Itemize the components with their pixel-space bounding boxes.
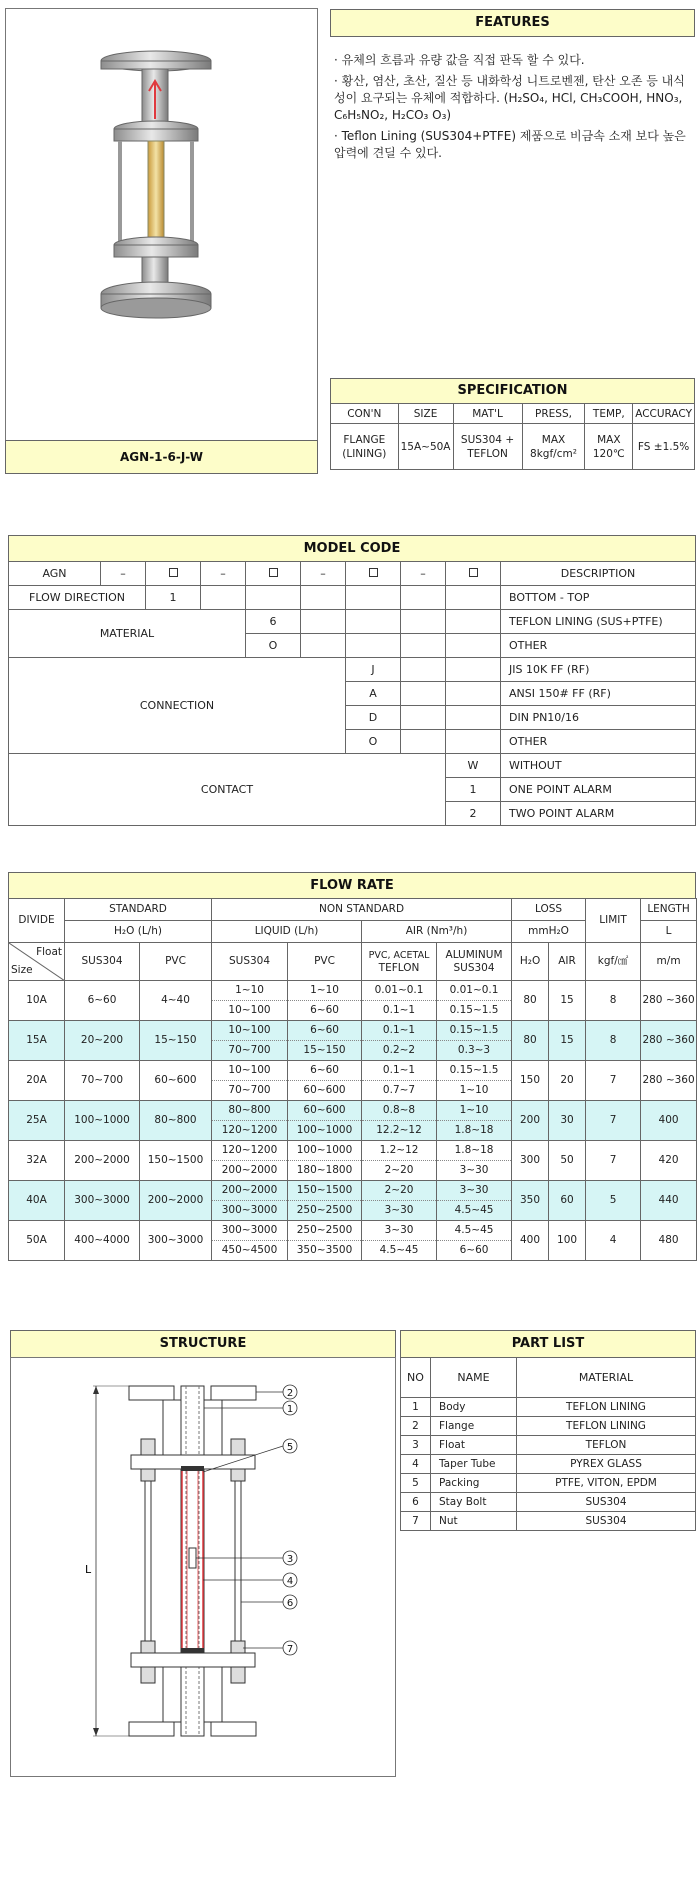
callout-5: 5 <box>286 1442 294 1453</box>
size-cell: 15A <box>9 1021 65 1061</box>
material-code: O <box>246 634 301 658</box>
size-cell: 50A <box>9 1221 65 1261</box>
std-sus-cell: 20~200 <box>65 1021 140 1061</box>
l-header: L <box>641 921 697 943</box>
part-row <box>401 1398 696 1417</box>
flow-direction-label: FLOW DIRECTION <box>9 586 146 610</box>
non-standard-cell: 0.15~1.5 <box>437 1061 512 1081</box>
non-standard-cell: 3~30 <box>437 1181 512 1201</box>
structure-title: STRUCTURE <box>10 1330 396 1358</box>
h2o-header: H₂O (L/h) <box>65 921 212 943</box>
loss-air-cell: 15 <box>549 1021 586 1061</box>
connection-desc: ANSI 150# FF (RF) <box>501 682 696 706</box>
feature-item: · 황산, 염산, 초산, 질산 등 내화학성 니트로벤젠, 탄산 오존 등 내식성이 요구되는 유체에 적합하다. (H₂SO₄, HCl, CH₃COOH, HNO₃, C₆H₅NO₂, H₂CO₃ O₃) <box>334 74 685 122</box>
dash: – <box>301 562 346 586</box>
model-prefix: AGN <box>9 562 101 586</box>
callout-7: 7 <box>286 1644 294 1655</box>
kgf-header: kgf/㎠ <box>586 943 641 981</box>
non-standard-cell: 1~10 <box>437 1081 512 1101</box>
non-standard-cell: 100~1000 <box>288 1141 362 1161</box>
std-sus-cell: 100~1000 <box>65 1101 140 1141</box>
float-size-header <box>9 943 65 981</box>
non-standard-cell: 12.2~12 <box>362 1121 437 1141</box>
non-standard-cell: 180~1800 <box>288 1161 362 1181</box>
spec-value: FLANGE (LINING) <box>331 424 399 470</box>
non-standard-cell: 200~2000 <box>212 1181 288 1201</box>
code-box <box>446 562 501 586</box>
std-pvc-cell: 60~600 <box>140 1061 212 1101</box>
non-standard-cell: 300~3000 <box>212 1221 288 1241</box>
loss-air-cell: 30 <box>549 1101 586 1141</box>
non-standard-cell: 0.1~1 <box>362 1061 437 1081</box>
flow-rate-row <box>9 981 697 1001</box>
part-name: Taper Tube <box>431 1455 517 1474</box>
non-standard-cell: 60~600 <box>288 1081 362 1101</box>
model-code-title: MODEL CODE <box>8 535 696 562</box>
loss-h2o-cell: 350 <box>512 1181 549 1221</box>
loss-air-header: AIR <box>549 943 586 981</box>
dimension-label: L <box>85 1563 92 1576</box>
part-header-no: NO <box>401 1358 431 1398</box>
standard-header: STANDARD <box>65 899 212 921</box>
limit-cell: 8 <box>586 981 641 1021</box>
size-cell: 40A <box>9 1181 65 1221</box>
non-standard-cell: 6~60 <box>288 1061 362 1081</box>
feature-item: · Teflon Lining (SUS304+PTFE) 제품으로 비금속 소재 보다 높은 압력에 견딜 수 있다. <box>334 129 686 160</box>
connection-code: J <box>346 658 401 682</box>
part-list-table <box>400 1357 696 1531</box>
non-standard-cell: 120~1200 <box>212 1141 288 1161</box>
non-standard-cell: 1.8~18 <box>437 1121 512 1141</box>
limit-cell: 7 <box>586 1061 641 1101</box>
flow-rate-row <box>9 1221 697 1241</box>
part-row <box>401 1417 696 1436</box>
limit-cell: 4 <box>586 1221 641 1261</box>
non-standard-cell: 250~2500 <box>288 1201 362 1221</box>
std-sus-header: SUS304 <box>65 943 140 981</box>
flowmeter-photo-illustration <box>6 9 317 439</box>
limit-cell: 5 <box>586 1181 641 1221</box>
flow-rate-row <box>9 1021 697 1041</box>
spec-value: FS ±1.5% <box>633 424 695 470</box>
structure-diagram <box>11 1358 395 1776</box>
non-standard-cell: 1~10 <box>288 981 362 1001</box>
length-header: LENGTH <box>641 899 697 921</box>
contact-desc: ONE POINT ALARM <box>501 778 696 802</box>
std-pvc-cell: 200~2000 <box>140 1181 212 1221</box>
aluminum-label: ALUMINUM <box>445 948 503 961</box>
non-standard-cell: 10~100 <box>212 1001 288 1021</box>
callout-2: 2 <box>286 1388 294 1399</box>
limit-header: LIMIT <box>586 899 641 943</box>
part-header-material: MATERIAL <box>517 1358 696 1398</box>
part-name: Packing <box>431 1474 517 1493</box>
divide-header: DIVIDE <box>9 899 65 943</box>
flow-rate-title: FLOW RATE <box>8 872 696 899</box>
part-name: Flange <box>431 1417 517 1436</box>
loss-h2o-cell: 400 <box>512 1221 549 1261</box>
std-sus-cell: 70~700 <box>65 1061 140 1101</box>
loss-h2o-cell: 200 <box>512 1101 549 1141</box>
callout-3: 3 <box>286 1554 294 1565</box>
connection-code: D <box>346 706 401 730</box>
size-label: Size <box>11 964 33 976</box>
contact-desc: WITHOUT <box>501 754 696 778</box>
connection-code: O <box>346 730 401 754</box>
part-name: Nut <box>431 1512 517 1531</box>
part-list-body <box>401 1398 696 1531</box>
spec-header: PRESS, <box>522 404 585 424</box>
liq-pvc-header: PVC <box>288 943 362 981</box>
length-cell: 440 <box>641 1181 697 1221</box>
non-standard-cell: 2~20 <box>362 1161 437 1181</box>
float-label: Float <box>36 946 62 958</box>
non-standard-cell: 80~800 <box>212 1101 288 1121</box>
part-no: 3 <box>401 1436 431 1455</box>
specification-title: SPECIFICATION <box>330 378 695 404</box>
part-material: TEFLON <box>517 1436 696 1455</box>
std-pvc-cell: 80~800 <box>140 1101 212 1141</box>
non-standard-cell: 6~60 <box>288 1021 362 1041</box>
length-cell: 400 <box>641 1101 697 1141</box>
specification-table <box>330 403 695 470</box>
std-pvc-cell: 4~40 <box>140 981 212 1021</box>
non-standard-cell: 3~30 <box>362 1201 437 1221</box>
non-standard-cell: 60~600 <box>288 1101 362 1121</box>
limit-cell: 7 <box>586 1141 641 1181</box>
connection-desc: OTHER <box>501 730 696 754</box>
contact-code: 2 <box>446 802 501 826</box>
dash: – <box>101 562 146 586</box>
loss-header: LOSS <box>512 899 586 921</box>
std-sus-cell: 300~3000 <box>65 1181 140 1221</box>
part-name: Float <box>431 1436 517 1455</box>
air-alu-header <box>437 943 512 981</box>
air-pvc-header <box>362 943 437 981</box>
loss-air-cell: 60 <box>549 1181 586 1221</box>
code-box <box>246 562 301 586</box>
contact-code: W <box>446 754 501 778</box>
part-row <box>401 1474 696 1493</box>
loss-h2o-cell: 80 <box>512 981 549 1021</box>
non-standard-cell: 4.5~45 <box>362 1241 437 1261</box>
length-cell: 280 ~360 <box>641 1061 697 1101</box>
spec-header: ACCURACY <box>633 404 695 424</box>
limit-cell: 8 <box>586 1021 641 1061</box>
teflon-label: TEFLON <box>378 961 420 974</box>
liq-sus-header: SUS304 <box>212 943 288 981</box>
non-standard-cell: 2~20 <box>362 1181 437 1201</box>
loss-h2o-header: H₂O <box>512 943 549 981</box>
pvc-acetal-label: PVC, ACETAL <box>368 949 430 961</box>
spec-header: CON'N <box>331 404 399 424</box>
std-sus-cell: 400~4000 <box>65 1221 140 1261</box>
contact-label: CONTACT <box>9 754 446 826</box>
length-cell: 280 ~360 <box>641 981 697 1021</box>
description-header: DESCRIPTION <box>501 562 696 586</box>
size-cell: 10A <box>9 981 65 1021</box>
length-cell: 280 ~360 <box>641 1021 697 1061</box>
non-standard-cell: 0.1~1 <box>362 1021 437 1041</box>
material-desc: OTHER <box>501 634 696 658</box>
part-material: TEFLON LINING <box>517 1417 696 1436</box>
non-standard-cell: 10~100 <box>212 1061 288 1081</box>
non-standard-cell: 0.15~1.5 <box>437 1021 512 1041</box>
part-row <box>401 1455 696 1474</box>
non-standard-cell: 0.3~3 <box>437 1041 512 1061</box>
structure-drawing <box>10 1357 396 1777</box>
liquid-header: LIQUID (L/h) <box>212 921 362 943</box>
part-no: 1 <box>401 1398 431 1417</box>
connection-desc: DIN PN10/16 <box>501 706 696 730</box>
size-cell: 32A <box>9 1141 65 1181</box>
std-pvc-cell: 15~150 <box>140 1021 212 1061</box>
part-material: PYREX GLASS <box>517 1455 696 1474</box>
part-material: SUS304 <box>517 1493 696 1512</box>
material-code: 6 <box>246 610 301 634</box>
non-standard-cell: 6~60 <box>437 1241 512 1261</box>
flow-rate-row <box>9 1141 697 1161</box>
air-header: AIR (Nm³/h) <box>362 921 512 943</box>
loss-air-cell: 15 <box>549 981 586 1021</box>
part-material: PTFE, VITON, EPDM <box>517 1474 696 1493</box>
callout-4: 4 <box>286 1576 294 1587</box>
mm-header: m/m <box>641 943 697 981</box>
non-standard-cell: 300~3000 <box>212 1201 288 1221</box>
non-standard-cell: 10~100 <box>212 1021 288 1041</box>
non-standard-cell: 1~10 <box>212 981 288 1001</box>
loss-h2o-cell: 300 <box>512 1141 549 1181</box>
non-standard-cell: 3~30 <box>362 1221 437 1241</box>
spec-header: MAT'L <box>453 404 522 424</box>
part-material: SUS304 <box>517 1512 696 1531</box>
non-standard-cell: 450~4500 <box>212 1241 288 1261</box>
features-list <box>334 52 694 166</box>
non-standard-cell: 0.8~8 <box>362 1101 437 1121</box>
std-pvc-cell: 150~1500 <box>140 1141 212 1181</box>
part-name: Body <box>431 1398 517 1417</box>
length-cell: 420 <box>641 1141 697 1181</box>
size-cell: 20A <box>9 1061 65 1101</box>
loss-air-cell: 50 <box>549 1141 586 1181</box>
loss-h2o-cell: 150 <box>512 1061 549 1101</box>
mmh2o-header: mmH₂O <box>512 921 586 943</box>
length-cell: 480 <box>641 1221 697 1261</box>
non-standard-cell: 200~2000 <box>212 1161 288 1181</box>
part-name: Stay Bolt <box>431 1493 517 1512</box>
flow-rate-row <box>9 1101 697 1121</box>
dash: – <box>201 562 246 586</box>
non-standard-cell: 70~700 <box>212 1081 288 1101</box>
spec-header: SIZE <box>398 404 453 424</box>
flow-rate-body <box>9 981 697 1261</box>
spec-value: SUS304 + TEFLON <box>453 424 522 470</box>
non-standard-cell: 0.7~7 <box>362 1081 437 1101</box>
non-standard-cell: 0.1~1 <box>362 1001 437 1021</box>
non-standard-cell: 250~2500 <box>288 1221 362 1241</box>
connection-label: CONNECTION <box>9 658 346 754</box>
flow-direction-code: 1 <box>146 586 201 610</box>
non-standard-cell: 0.01~0.1 <box>437 981 512 1001</box>
part-no: 7 <box>401 1512 431 1531</box>
part-row <box>401 1436 696 1455</box>
connection-desc: JIS 10K FF (RF) <box>501 658 696 682</box>
flow-direction-desc: BOTTOM - TOP <box>501 586 696 610</box>
callout-6: 6 <box>286 1598 294 1609</box>
callout-1: 1 <box>286 1404 294 1415</box>
flow-rate-row <box>9 1181 697 1201</box>
limit-cell: 7 <box>586 1101 641 1141</box>
flow-rate-row <box>9 1061 697 1081</box>
connection-code: A <box>346 682 401 706</box>
non-standard-cell: 350~3500 <box>288 1241 362 1261</box>
loss-h2o-cell: 80 <box>512 1021 549 1061</box>
non-standard-cell: 1.8~18 <box>437 1141 512 1161</box>
non-standard-cell: 1.2~12 <box>362 1141 437 1161</box>
size-cell: 25A <box>9 1101 65 1141</box>
non-standard-cell: 0.2~2 <box>362 1041 437 1061</box>
part-no: 2 <box>401 1417 431 1436</box>
std-pvc-cell: 300~3000 <box>140 1221 212 1261</box>
code-box <box>346 562 401 586</box>
part-list-title: PART LIST <box>400 1330 696 1358</box>
code-box <box>146 562 201 586</box>
material-label: MATERIAL <box>9 610 246 658</box>
loss-air-cell: 100 <box>549 1221 586 1261</box>
flow-rate-table <box>8 898 697 1261</box>
feature-item: · 유체의 흐름과 유량 값을 직접 판독 할 수 있다. <box>334 53 585 67</box>
non-standard-cell: 120~1200 <box>212 1121 288 1141</box>
non-standard-header: NON STANDARD <box>212 899 512 921</box>
part-no: 5 <box>401 1474 431 1493</box>
product-photo <box>5 8 318 474</box>
material-desc: TEFLON LINING (SUS+PTFE) <box>501 610 696 634</box>
part-no: 6 <box>401 1493 431 1512</box>
part-material: TEFLON LINING <box>517 1398 696 1417</box>
non-standard-cell: 4.5~45 <box>437 1201 512 1221</box>
part-header-name: NAME <box>431 1358 517 1398</box>
dash: – <box>401 562 446 586</box>
model-label: AGN-1-6-J-W <box>5 440 318 474</box>
std-pvc-header: PVC <box>140 943 212 981</box>
non-standard-cell: 4.5~45 <box>437 1221 512 1241</box>
part-row <box>401 1512 696 1531</box>
part-row <box>401 1493 696 1512</box>
non-standard-cell: 15~150 <box>288 1041 362 1061</box>
spec-value: MAX 8kgf/cm² <box>522 424 585 470</box>
contact-desc: TWO POINT ALARM <box>501 802 696 826</box>
contact-code: 1 <box>446 778 501 802</box>
non-standard-cell: 150~1500 <box>288 1181 362 1201</box>
std-sus-cell: 6~60 <box>65 981 140 1021</box>
non-standard-cell: 100~1000 <box>288 1121 362 1141</box>
features-title: FEATURES <box>330 9 695 37</box>
non-standard-cell: 0.01~0.1 <box>362 981 437 1001</box>
sus304-label: SUS304 <box>453 961 495 974</box>
spec-header: TEMP, <box>585 404 633 424</box>
std-sus-cell: 200~2000 <box>65 1141 140 1181</box>
non-standard-cell: 0.15~1.5 <box>437 1001 512 1021</box>
non-standard-cell: 3~30 <box>437 1161 512 1181</box>
non-standard-cell: 70~700 <box>212 1041 288 1061</box>
non-standard-cell: 1~10 <box>437 1101 512 1121</box>
model-code-table <box>8 561 696 826</box>
part-no: 4 <box>401 1455 431 1474</box>
spec-value: 15A~50A <box>398 424 453 470</box>
non-standard-cell: 6~60 <box>288 1001 362 1021</box>
spec-value: MAX 120℃ <box>585 424 633 470</box>
loss-air-cell: 20 <box>549 1061 586 1101</box>
